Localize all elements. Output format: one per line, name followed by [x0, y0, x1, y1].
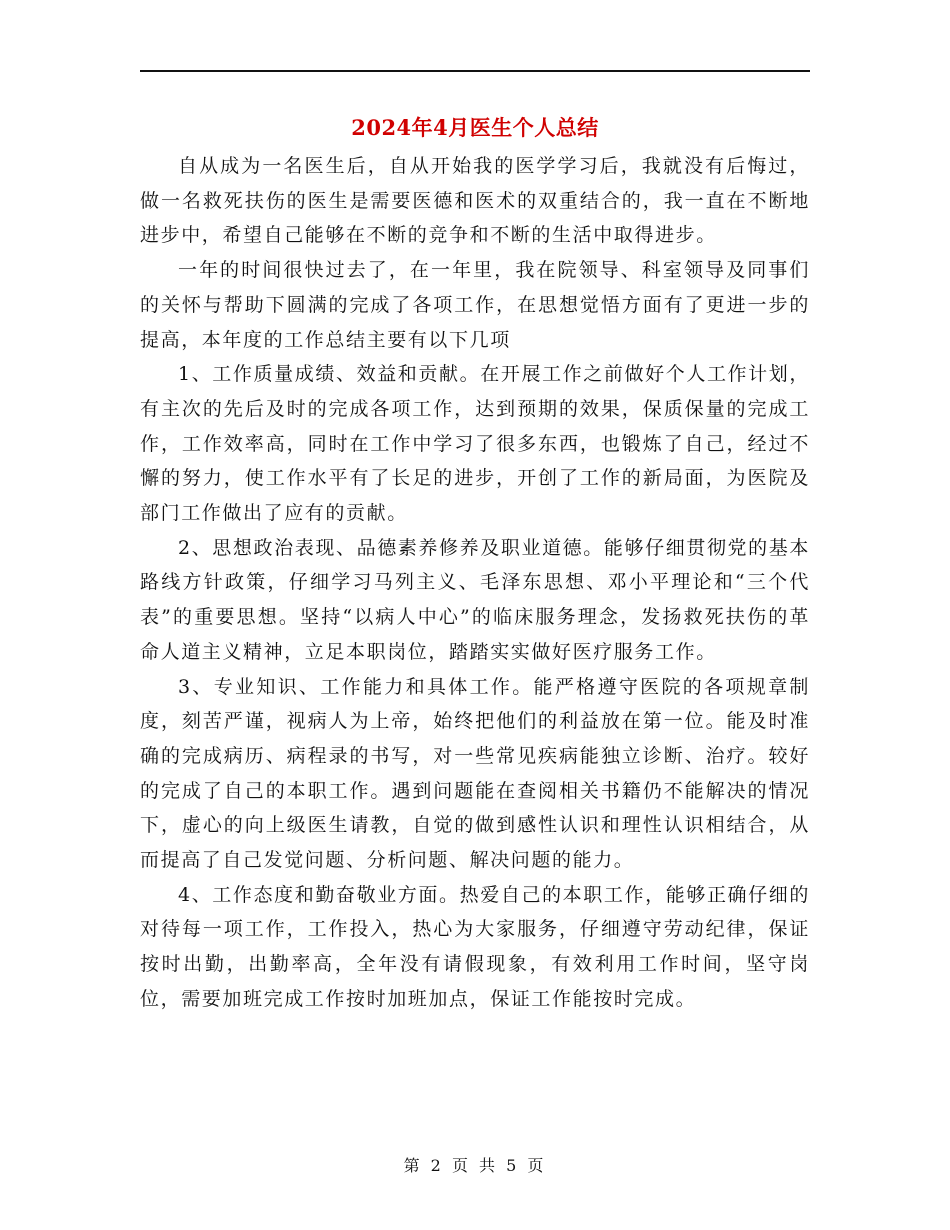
- document-body: [140, 149, 810, 1017]
- header-rule: [140, 70, 810, 72]
- paragraph-overview: 一年的时间很快过去了，在一年里，我在院领导、科室领导及同事们的关怀与帮助下圆满的完成了各项工作，在思想觉悟方面有了更进一步的提高，本年度的工作总结主要有以下几项: [140, 259, 810, 351]
- paragraph-intro: 自从成为一名医生后，自从开始我的医学学习后，我就没有后悔过，做一名救死扶伤的医生是需要医德和医术的双重结合的，我一直在不断地进步中，希望自己能够在不断的竞争和不断的生活中取得进步。: [140, 155, 810, 247]
- paragraph-item-2: 2、思想政治表现、品德素养修养及职业道德。能够仔细贯彻党的基本路线方针政策，仔细学习马列主义、毛泽东思想、邓小平理论和“三个代表”的重要思想。坚持“以病人中心”的临床服务理念，发扬救死扶伤的革命人道主义精神，立足本职岗位，踏踏实实做好医疗服务工作。: [140, 536, 810, 663]
- page-number-footer: 第 2 页 共 5 页: [403, 1156, 547, 1175]
- paragraph-item-4: 4、工作态度和勤奋敬业方面。热爱自己的本职工作，能够正确仔细的对待每一项工作，工作投入，热心为大家服务，仔细遵守劳动纪律，保证按时出勤，出勤率高，全年没有请假现象，有效利用工作时间，坚守岗位，需要加班完成工作按时加班加点，保证工作能按时完成。: [140, 883, 810, 1010]
- document-title: 2024年4月医生个人总结: [351, 115, 599, 140]
- paragraph-item-3: 3、专业知识、工作能力和具体工作。能严格遵守医院的各项规章制度，刻苦严谨，视病人为上帝，始终把他们的利益放在第一位。能及时准确的完成病历、病程录的书写，对一些常见疾病能独立诊断、治疗。较好的完成了自己的本职工作。遇到问题能在查阅相关书籍仍不能解决的情况下，虚心的向上级医生请教，自觉的做到感性认识和理性认识相结合，从而提高了自己发觉问题、分析问题、解决问题的能力。: [140, 675, 810, 872]
- paragraph-item-1: 1、工作质量成绩、效益和贡献。在开展工作之前做好个人工作计划，有主次的先后及时的完成各项工作，达到预期的效果，保质保量的完成工作，工作效率高，同时在工作中学习了很多东西，也锻炼了自己，经过不懈的努力，使工作水平有了长足的进步，开创了工作的新局面，为医院及部门工作做出了应有的贡献。: [140, 363, 810, 525]
